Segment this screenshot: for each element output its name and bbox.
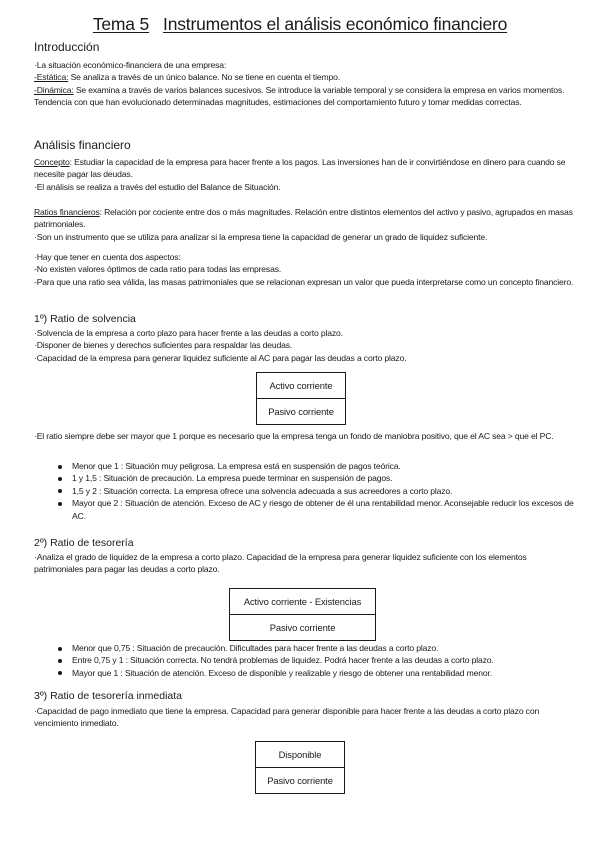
estatica-label: -Estática: — [34, 72, 69, 83]
aspectos-line-2: -No existen valores óptimos de cada ratio para todas las empresas. — [34, 264, 282, 275]
title-topic-name: Instrumentos el análisis económico financiero — [163, 14, 508, 34]
solvencia-formula-box — [256, 372, 346, 425]
bullet-icon — [58, 502, 62, 506]
bullet-icon — [58, 465, 62, 469]
intro-dinamica — [34, 84, 574, 109]
list-item: 1 y 1,5 : Situación de precaución. La empresa puede terminar en suspensión de pagos. — [34, 472, 574, 484]
ratios-text: : Relación por cociente entre dos o más magnitudes. Relación entre distintos elementos del activo y pasivo, agrupados en masas patrimoniales. — [34, 207, 573, 230]
formula-denominator: Pasivo corriente — [267, 775, 333, 786]
formula-numerator: Activo corriente - Existencias — [230, 589, 375, 615]
dinamica-text: Se examina a través de varios balances sucesivos. Se introduce la variable temporal y se considera la empresa en varios momentos. Tendencia con que han evolucionado determinadas magnitudes, estimaciones del comportamiento futuro y tomar medidas correctas. — [34, 84, 565, 108]
intro-estatica — [34, 71, 574, 83]
aspectos-paragraph — [34, 251, 574, 288]
balance-line: ·El análisis se realiza a través del estudio del Balance de Situación. — [34, 181, 281, 192]
list-item: Mayor que 2 : Situación de atención. Exceso de AC y riesgo de obtener de él una rentabilidad menor. Aconsejable reducir los excesos de AC. — [34, 497, 574, 522]
tesoreria-paragraph: ·Analiza el grado de liquidez de la empresa a corto plazo. Capacidad de la empresa para generar liquidez suficiente con los elementos patrimoniales para pagar las deudas a corto plazo. — [34, 552, 527, 575]
formula-numerator: Disponible — [256, 742, 344, 768]
bullet-icon — [58, 647, 62, 651]
solvencia-paragraph — [34, 327, 574, 364]
heading-ratio-tesoreria: 2º) Ratio de tesorería — [34, 537, 134, 549]
aspectos-line-3: -Para que una ratio sea válida, las masas patrimoniales que se relacionan expresan un valor que pueda interpretarse como un concepto financiero. — [34, 276, 574, 287]
list-item: Mayor que 1 : Situación de atención. Exceso de disponible y realizable y riesgo de obtener una rentabilidad menor. — [34, 667, 574, 679]
formula-numerator: Activo corriente — [257, 373, 345, 399]
list-item: Menor que 1 : Situación muy peligrosa. La empresa está en suspensión de pagos teórica. — [34, 460, 574, 472]
tesoreria-bullet-list — [34, 642, 574, 679]
heading-ratio-solvencia: 1º) Ratio de solvencia — [34, 313, 136, 325]
tesoreria-inmediata-paragraph: ·Capacidad de pago inmediato que tiene la empresa. Capacidad para generar disponible para hacer frente a las deudas a corto plazo con vencimiento inmediato. — [34, 706, 540, 729]
instrumento-line: ·Son un instrumento que se utiliza para analizar si la empresa tiene la capacidad de generar un grado de liquidez suficiente. — [34, 231, 488, 242]
bullet-icon — [58, 659, 62, 663]
formula-denominator: Pasivo corriente — [268, 406, 334, 417]
tesoreria-formula-box — [229, 588, 376, 641]
intro-line: ·La situación económico-financiera de una empresa: — [34, 60, 227, 70]
concepto-paragraph — [34, 156, 574, 193]
list-item: 1,5 y 2 : Situación correcta. La empresa ofrece una solvencia adecuada a sus acreedores a corto plazo. — [34, 485, 574, 497]
solvencia-note: ·El ratio siempre debe ser mayor que 1 porque es necesario que la empresa tenga un fondo de maniobra positivo, que el AC sea > que el PC. — [34, 431, 554, 441]
concepto-text: : Estudiar la capacidad de la empresa para hacer frente a los pagos. Las inversiones han de ir convirtiéndose en dinero para cuando se necesite pagar las deudas. — [34, 157, 566, 180]
bullet-icon — [58, 489, 62, 493]
ratios-line — [34, 206, 574, 231]
heading-analisis-financiero: Análisis financiero — [34, 138, 131, 152]
solvencia-line-2: ·Disponer de bienes y derechos suficientes para respaldar las deudas. — [34, 340, 293, 351]
solvencia-line-1: ·Solvencia de la empresa a corto plazo para hacer frente a las deudas a corto plazo. — [34, 328, 343, 338]
estatica-text: Se analiza a través de un único balance. No se tiene en cuenta el tiempo. — [68, 72, 341, 83]
solvencia-line-3: ·Capacidad de la empresa para generar liquidez suficiente al AC para pagar las deudas a corto plazo. — [34, 352, 407, 363]
tesoreria-inmediata-formula-box — [255, 741, 345, 794]
intro-paragraph — [34, 59, 574, 109]
list-item: Menor que 0,75 : Situación de precaución. Dificultades para hacer frente a las deudas a corto plazo. — [34, 642, 574, 654]
formula-denominator: Pasivo corriente — [269, 622, 336, 633]
ratios-paragraph — [34, 206, 574, 243]
page-title — [0, 14, 600, 35]
heading-introduccion: Introducción — [34, 40, 100, 54]
bullet-icon — [58, 671, 62, 675]
list-item: Entre 0,75 y 1 : Situación correcta. No tendrá problemas de liquidez. Podrá hacer frente a las deudas a corto plazo. — [34, 654, 574, 666]
aspectos-line-1: ·Hay que tener en cuenta dos aspectos: — [34, 252, 181, 262]
bullet-icon — [58, 477, 62, 481]
title-topic-number: Tema 5 — [92, 14, 150, 34]
solvencia-bullet-list — [34, 460, 574, 522]
ratios-label: Ratios financieros — [34, 207, 100, 217]
concepto-line — [34, 156, 574, 181]
concepto-label: Concepto — [34, 157, 70, 167]
heading-ratio-tesoreria-inmediata: 3º) Ratio de tesorería inmediata — [34, 690, 182, 702]
dinamica-label: -Dinámica: — [34, 84, 74, 95]
